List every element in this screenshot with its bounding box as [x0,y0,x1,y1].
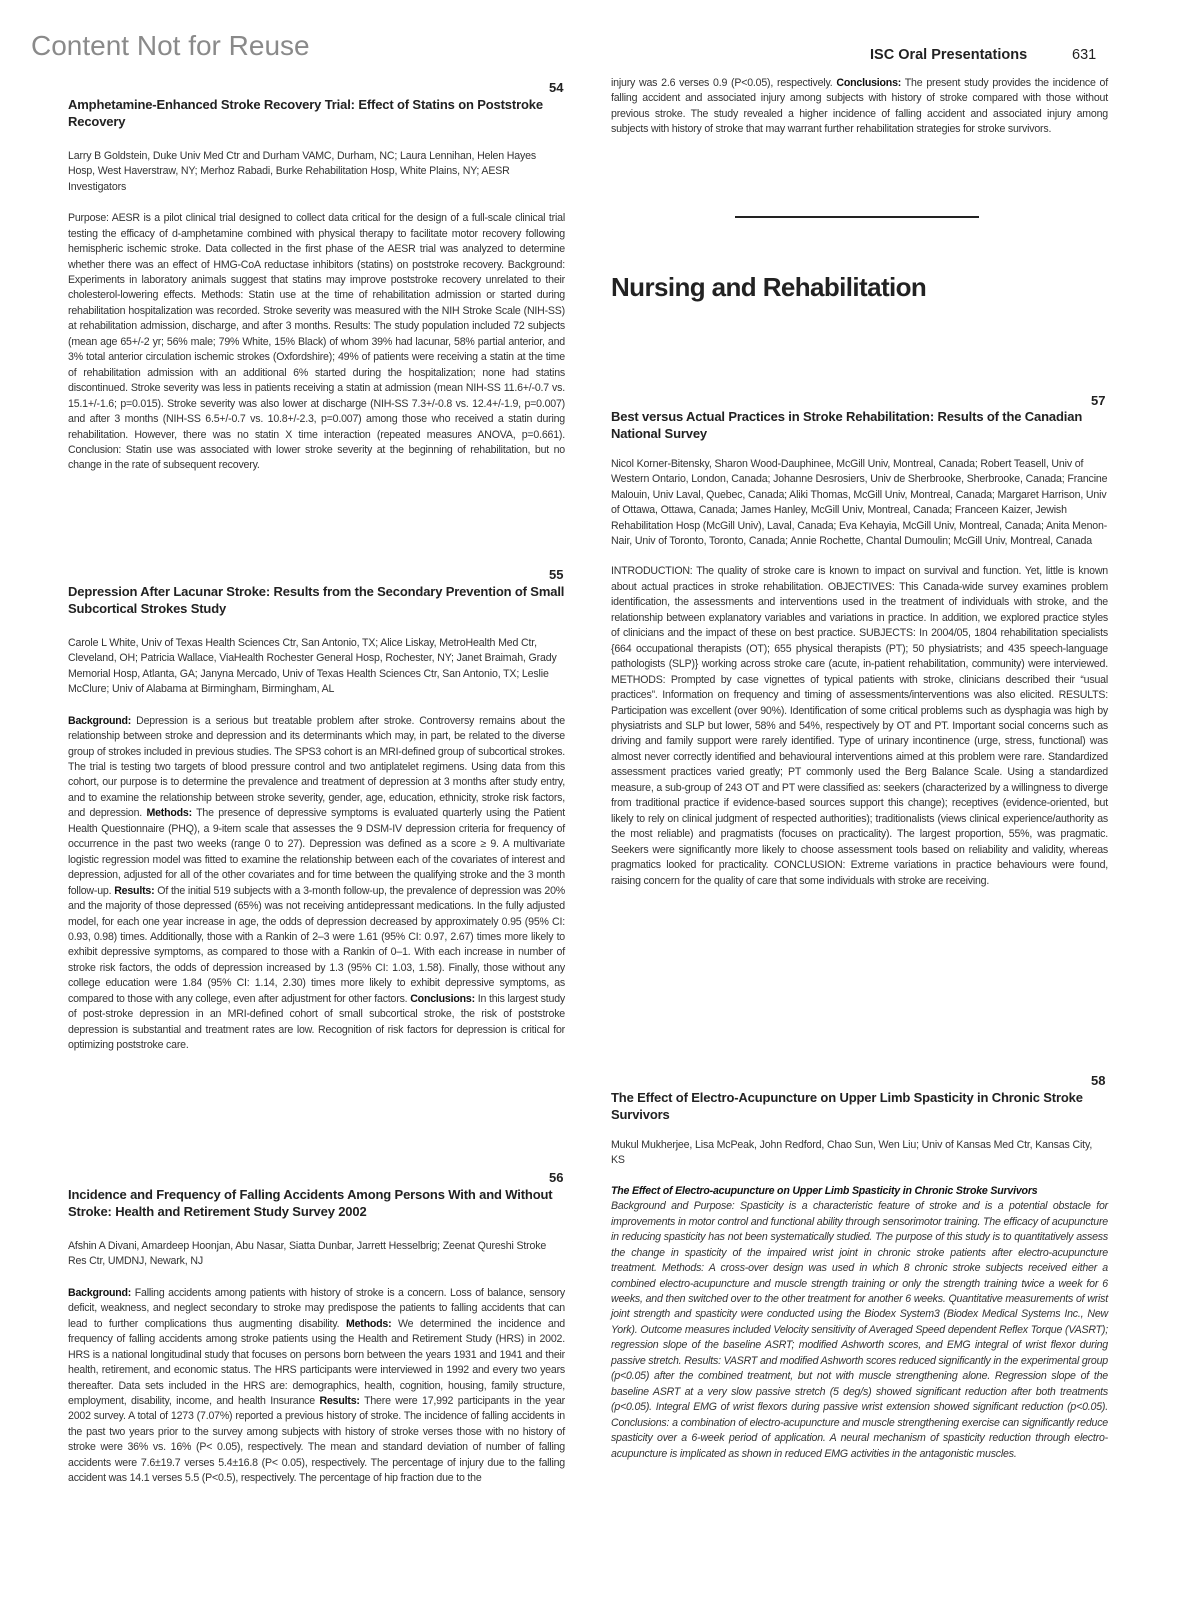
section-label: Conclusions: [410,992,475,1005]
page-number: 631 [1072,47,1097,63]
abstract-authors: Afshin A Divani, Amardeep Hoonjan, Abu Nasar, Siatta Dunbar, Jarrett Hesselbrig; Zeenat Qureshi Stroke Res Ctr, UMDNJ, Newark, NJ [68,1240,547,1268]
abstract-number: 55 [549,567,564,582]
section-label: Results: [114,884,155,897]
abstract-body [68,1286,565,1487]
abstract-title: Depression After Lacunar Stroke: Results from the Secondary Prevention of Small Subcortical Strokes Study [68,584,565,616]
abstract-58 [611,1089,1108,1462]
abstract-authors: Carole L White, Univ of Texas Health Sciences Ctr, San Antonio, TX; Alice Liskay, MetroHealth Med Ctr, Cleveland, OH; Patricia Wallace, ViaHealth Rochester General Hosp, Rochester, NY; Janet Braimah, Grady Memorial Hosp, Atlanta, GA; Janyna Mercado, Univ of Texas Health Sciences Ctr, San Antonio, TX; Leslie McClure; Univ of Alabama at Birmingham, Birmingham, AL [68,637,557,696]
abstract-56-continuation [611,76,1108,138]
section-divider [735,216,979,218]
abstract-title: Incidence and Frequency of Falling Accidents Among Persons With and Without Stroke: Health and Retirement Study Survey 2002 [68,1187,553,1219]
section-label: Methods: [345,1317,392,1330]
abstract-number: 56 [549,1170,564,1185]
abstract-body: INTRODUCTION: The quality of stroke care is known to impact on survival and function. Yet, little is known about actual practices in stroke rehabilitation. OBJECTIVES: This Canada-wide survey examines problem identification, the assessments and interventions used in the treatment of individuals with stroke, and the relationship between explanatory variables and variations in practice. In addition, we explored practice styles of clinicians and the impact of these on best practice. SUBJECTS: In 2004/05, 1804 rehabilitation specialists {664 occupational therapists (OT); 655 physical therapists (PT); 50 physiatrists; and 435 speech-language pathologists (SLP)} working across stroke care (acute, in-patient rehabilitation, community) were interviewed. METHODS: Prompted by case vignettes of typical patients with stroke, clinicians described their “usual practices”. Information on frequency and timing of assessments/interventions was also elicited. RESULTS: Participation was excellent (over 90%). Identification of some critical problems such as dysphagia was high by physiatrists and SLP but lower, 58% and 54%, respectively by OT and PT. Important social concerns such as driving and family support were rarely identified. Type of urinary incontinence (urge, stress, functional) was almost never correctly identified and behavioural interventions aimed at this problem were rare. Standardized assessment practices varied greatly; PT commonly used the Berg Balance Scale. Using a standardized measure, a sub-group of 243 OT and PT were classified as: seekers (characterized by a willingness to diverge from traditional practice if evidence-based sources support this change); receptives (evidence-oriented, but likely to rely on clinical judgment of respected authorities); traditionalists (views clinical experience/authority as the most reliable) and pragmatists (focuses on practicality). The largest proportion, 55%, was pragmatic. Seekers were significantly more likely to choose assessment tools based on reliability and validity, whereas pragmatics looked for practicality. CONCLUSION: Extreme variations in practice behaviours were found, raising concern for the quality of care that some individuals with stroke are receiving. [611,565,1108,887]
section-text: Background and Purpose: Spasticity is a characteristic feature of stroke and is a potential obstacle for improvements in motor control and functional ability through sensorimotor training. The efficacy of acupuncture in reducing spasticity has not been systematically studied. The purpose of this study is to quantitatively assess the change in spasticity of the impaired wrist joint in chronic stroke patients after electro-acupuncture treatment. Methods: A cross-over design was used in which 8 chronic stroke subjects received either a combined electro-acupuncture and muscle strength training or only the strength training twice a week for 6 weeks, and then switched over to the other treatment for another 6 weeks. Quantitative measurements of wrist joint strength and spasticity were conducted using the Biodex System3 (Biodex Medical Systems Inc., New York). Outcome measures included Velocity sensitivity of Averaged Speed dependent Reflex Torque (VASRT); regression slope of the baseline ASRT; modified Ashworth scores, and EMG integral of wrist flexor during passive stretch. Results: VASRT and modified Ashworth scores reduced significantly in the experimental group (p<0.05) after the combined treatment, but not with muscle strengthening alone. Regression slope of the baseline ASRT at a very slow passive stretch (5 deg/s) showed significant reduction after both treatments (p<0.05). Integral EMG of wrist flexors during passive wrist extension showed significant reduction (p<0.05). Conclusions: a combination of electro-acupuncture and muscle strengthening exercise can significantly reduce spasticity over a 6-week period of application. A neural mechanism of spasticity reduction through electro-acupuncture is implicated as shown in reduced EMG activities in the antagonistic muscles. [611,1200,1108,1460]
abstract-54 [68,96,565,474]
section-text: In this largest study of post-stroke depression in an MRI-defined cohort of small subcortical stroke, the risk of poststroke depression is substantial and treatment rates are low. Recognition of risk factors for depression is critical for optimizing poststroke care. [68,992,566,1052]
abstract-body [68,714,565,1054]
abstract-authors: Larry B Goldstein, Duke Univ Med Ctr and Durham VAMC, Durham, NC; Laura Lennihan, Helen Hayes Hosp, West Haverstraw, NY; Merhoz Rabadi, Burke Rehabilitation Hosp, White Plains, NY; AESR Investigators [68,150,537,193]
abstract-title: Best versus Actual Practices in Stroke Rehabilitation: Results of the Canadian National Survey [611,409,1083,441]
abstract-authors: Nicol Korner-Bitensky, Sharon Wood-Dauphinee, McGill Univ, Montreal, Canada; Robert Teasell, Univ of Western Ontario, London, Canada; Johanne Desrosiers, Univ de Sherbrooke, Sherbrooke, Canada; Francine Malouin, Univ Laval, Quebec, Canada; Aliki Thomas, McGill Univ, Montreal, Canada; Margaret Harrison, Univ of Ottawa, Ottawa, Canada; James Hanley, McGill Univ, Montreal, Canada; Franceen Kaizer, Jewish Rehabilitation Hosp (McGill Univ), Laval, Canada; Eva Kehayia, McGill Univ, Montreal, Canada; Anita Menon-Nair, Univ of Toronto, Toronto, Canada; Annie Rochette, Chantal Dumoulin; McGill Univ, Montreal, Canada [611,458,1108,548]
abstract-body [611,76,1108,138]
section-label: Background: [68,1286,132,1299]
section-text: There were 17,992 participants in the year 2002 survey. A total of 1273 (7.07%) reported a previous history of stroke. The incidence of falling accidents in the past two years prior to the survey among subjects with history of stroke verses those with no history of stroke were 36% vs. 16% (P< 0.05), respectively. The mean and standard deviation of number of falling accidents were 7.6±19.7 verses 5.4±16.8 (P< 0.05), respectively. The percentage of injury due to the falling accident was 14.1 verses 5.5 (P<0.5), respectively. The percentage of hip fraction due to the [68,1394,565,1485]
section-text: Falling accidents among patients with history of stroke is a concern. Loss of balance, sensory deficit, weakness, and neglect secondary to stroke may predispose the patients to falling accidents that can lead to further complications thus augmenting disability. [68,1286,565,1330]
running-header: ISC Oral Presentations [870,47,1028,63]
section-text: Depression is a serious but treatable problem after stroke. Controversy remains about the relationship between stroke and depression and its determinants which may, in part, be related to the diverse group of strokes included in previous studies. The SPS3 cohort is an MRI-defined group of subcortical strokes. The trial is testing two targets of blood pressure control and two antiplatelet regimens. Using data from this cohort, our purpose is to determine the prevalence and treatment of depression at 3 months after study entry, and to examine the relationship between stroke severity, gender, age, education, ethnicity, stroke risk factors, and depression. [68,714,565,820]
section-text: The present study provides the incidence of falling accident and associated injury among subjects with history of stroke compared with those without previous stroke. The study revealed a higher incidence of falling accident and associated injury among subjects with history of stroke that may warrant further rehabilitation strategies for stroke survivors. [611,77,1108,136]
section-text: injury was 2.6 verses 0.9 (P<0.05), respectively. [611,77,837,89]
section-text: Of the initial 519 subjects with a 3-month follow-up, the prevalence of depression was 20% and the majority of those depressed (65%) was not receiving antidepressant medications. In the fully adjusted model, for each one year increase in age, the odds of depression decreased by approximately 0.95 (95% CI: 0.93, 0.98) times. Additionally, those with a Rankin of 2–3 were 1.61 (95% CI: 0.97, 2.67) times more likely to exhibit depressive symptoms, as compared to those with a Rankin of 0–1. With each increase in number of stroke risk factors, the odds of depression increased by 1.3 (95% CI: 1.03, 1.58). Finally, those without any college education were 1.84 (95% CI: 1.14, 2.30) times more likely to exhibit depressive symptoms, as compared to those with any college, even after adjustment for other factors. [68,884,565,1005]
abstract-body: Purpose: AESR is a pilot clinical trial designed to collect data critical for the design of a full-scale clinical trial testing the efficacy of d-amphetamine combined with physical therapy to facilitate motor recovery following hemispheric ischemic stroke. Data collected in the first phase of the AESR trial was analyzed to determine whether there was an effect of HMG-CoA reductase inhibitors (statins) on poststroke recovery. Background: Experiments in laboratory animals suggest that statins may improve poststroke recovery unrelated to their cholesterol-lowering effects. Methods: Statin use at the time of rehabilitation admission or started during rehabilitation hospitalization was recorded. Stroke severity was measured with the NIH Stroke Scale (NIH-SS) at rehabilitation admission, discharge, and after 3 months. Results: The study population included 72 subjects (mean age 65+/-2 yr; 56% male; 79% White, 15% Black) of whom 39% had lacunar, 58% partial anterior, and 3% total anterior circulation ischemic strokes (Oxfordshire); 49% of patients were receiving a statin at the time of rehabilitation admission with an additional 6% started during the hospitalization; none had statins discontinued. Stroke severity was less in patients receiving a statin at admission (mean NIH-SS 11.6+/-0.7 vs. 15.1+/-1.6; p=0.015). Stroke severity was also lower at discharge (NIH-SS 7.3+/-0.8 vs. 12.4+/-1.9, p=0.007) and after 3 months (NIH-SS 6.5+/-0.7 vs. 10.8+/-2.3, p=0.007) among those who received a statin during rehabilitation. However, there was no statin X time interaction (repeated measures ANOVA, p=0.661). Conclusion: Statin use was associated with lower stroke severity at the beginning of rehabilitation, but no change in the rate of subsequent recovery. [68,212,565,472]
abstract-number: 58 [1091,1073,1106,1088]
abstract-56 [68,1186,565,1487]
watermark: Content Not for Reuse [31,30,310,61]
section-label: Results: [319,1394,360,1407]
section-text: The presence of depressive symptoms is evaluated quarterly using the Patient Health Questionnaire (PHQ), a 9-item scale that assesses the 9 DSM-IV depression criteria for frequency of occurrence in the past two weeks (range 0 to 27). Depression was defined as a score ≥ 9. A multivariate logistic regression model was fitted to examine the relationship between each of the covariates of interest and depression, adjusted for all of the other covariates and for time between the qualifying stroke and the 3 month follow-up. [68,807,565,897]
section-label: Conclusions: [836,77,902,89]
section-heading: Nursing and Rehabilitation [611,272,927,302]
abstract-55 [68,583,565,1054]
abstract-title: The Effect of Electro-Acupuncture on Upper Limb Spasticity in Chronic Stroke Survivors [611,1090,1083,1122]
section-label: Background: [68,714,132,727]
abstract-number: 57 [1091,393,1106,408]
abstract-number: 54 [549,80,564,95]
section-label: Methods: [146,807,192,820]
abstract-title: Amphetamine-Enhanced Stroke Recovery Trial: Effect of Statins on Poststroke Recovery [68,97,543,129]
body-title: The Effect of Electro-acupuncture on Upper Limb Spasticity in Chronic Stroke Survivors [611,1184,1038,1197]
abstract-authors: Mukul Mukherjee, Lisa McPeak, John Redford, Chao Sun, Wen Liu; Univ of Kansas Med Ctr, Kansas City, KS [611,1139,1093,1167]
section-text: We determined the incidence and frequency of falling accidents among stroke patients using the Health and Retirement Study (HRS) in 2002. HRS is a national longitudinal study that focuses on persons born between the years 1931 and 1941 and their health, retirement, and economic status. The HRS participants were interviewed in 1992 and every two years thereafter. Data sets included in the HRS are: demographics, health, cognition, housing, family structure, employment, disability, income, and health Insurance [68,1317,565,1407]
abstract-57 [611,408,1108,889]
abstract-body [611,1184,1108,1462]
